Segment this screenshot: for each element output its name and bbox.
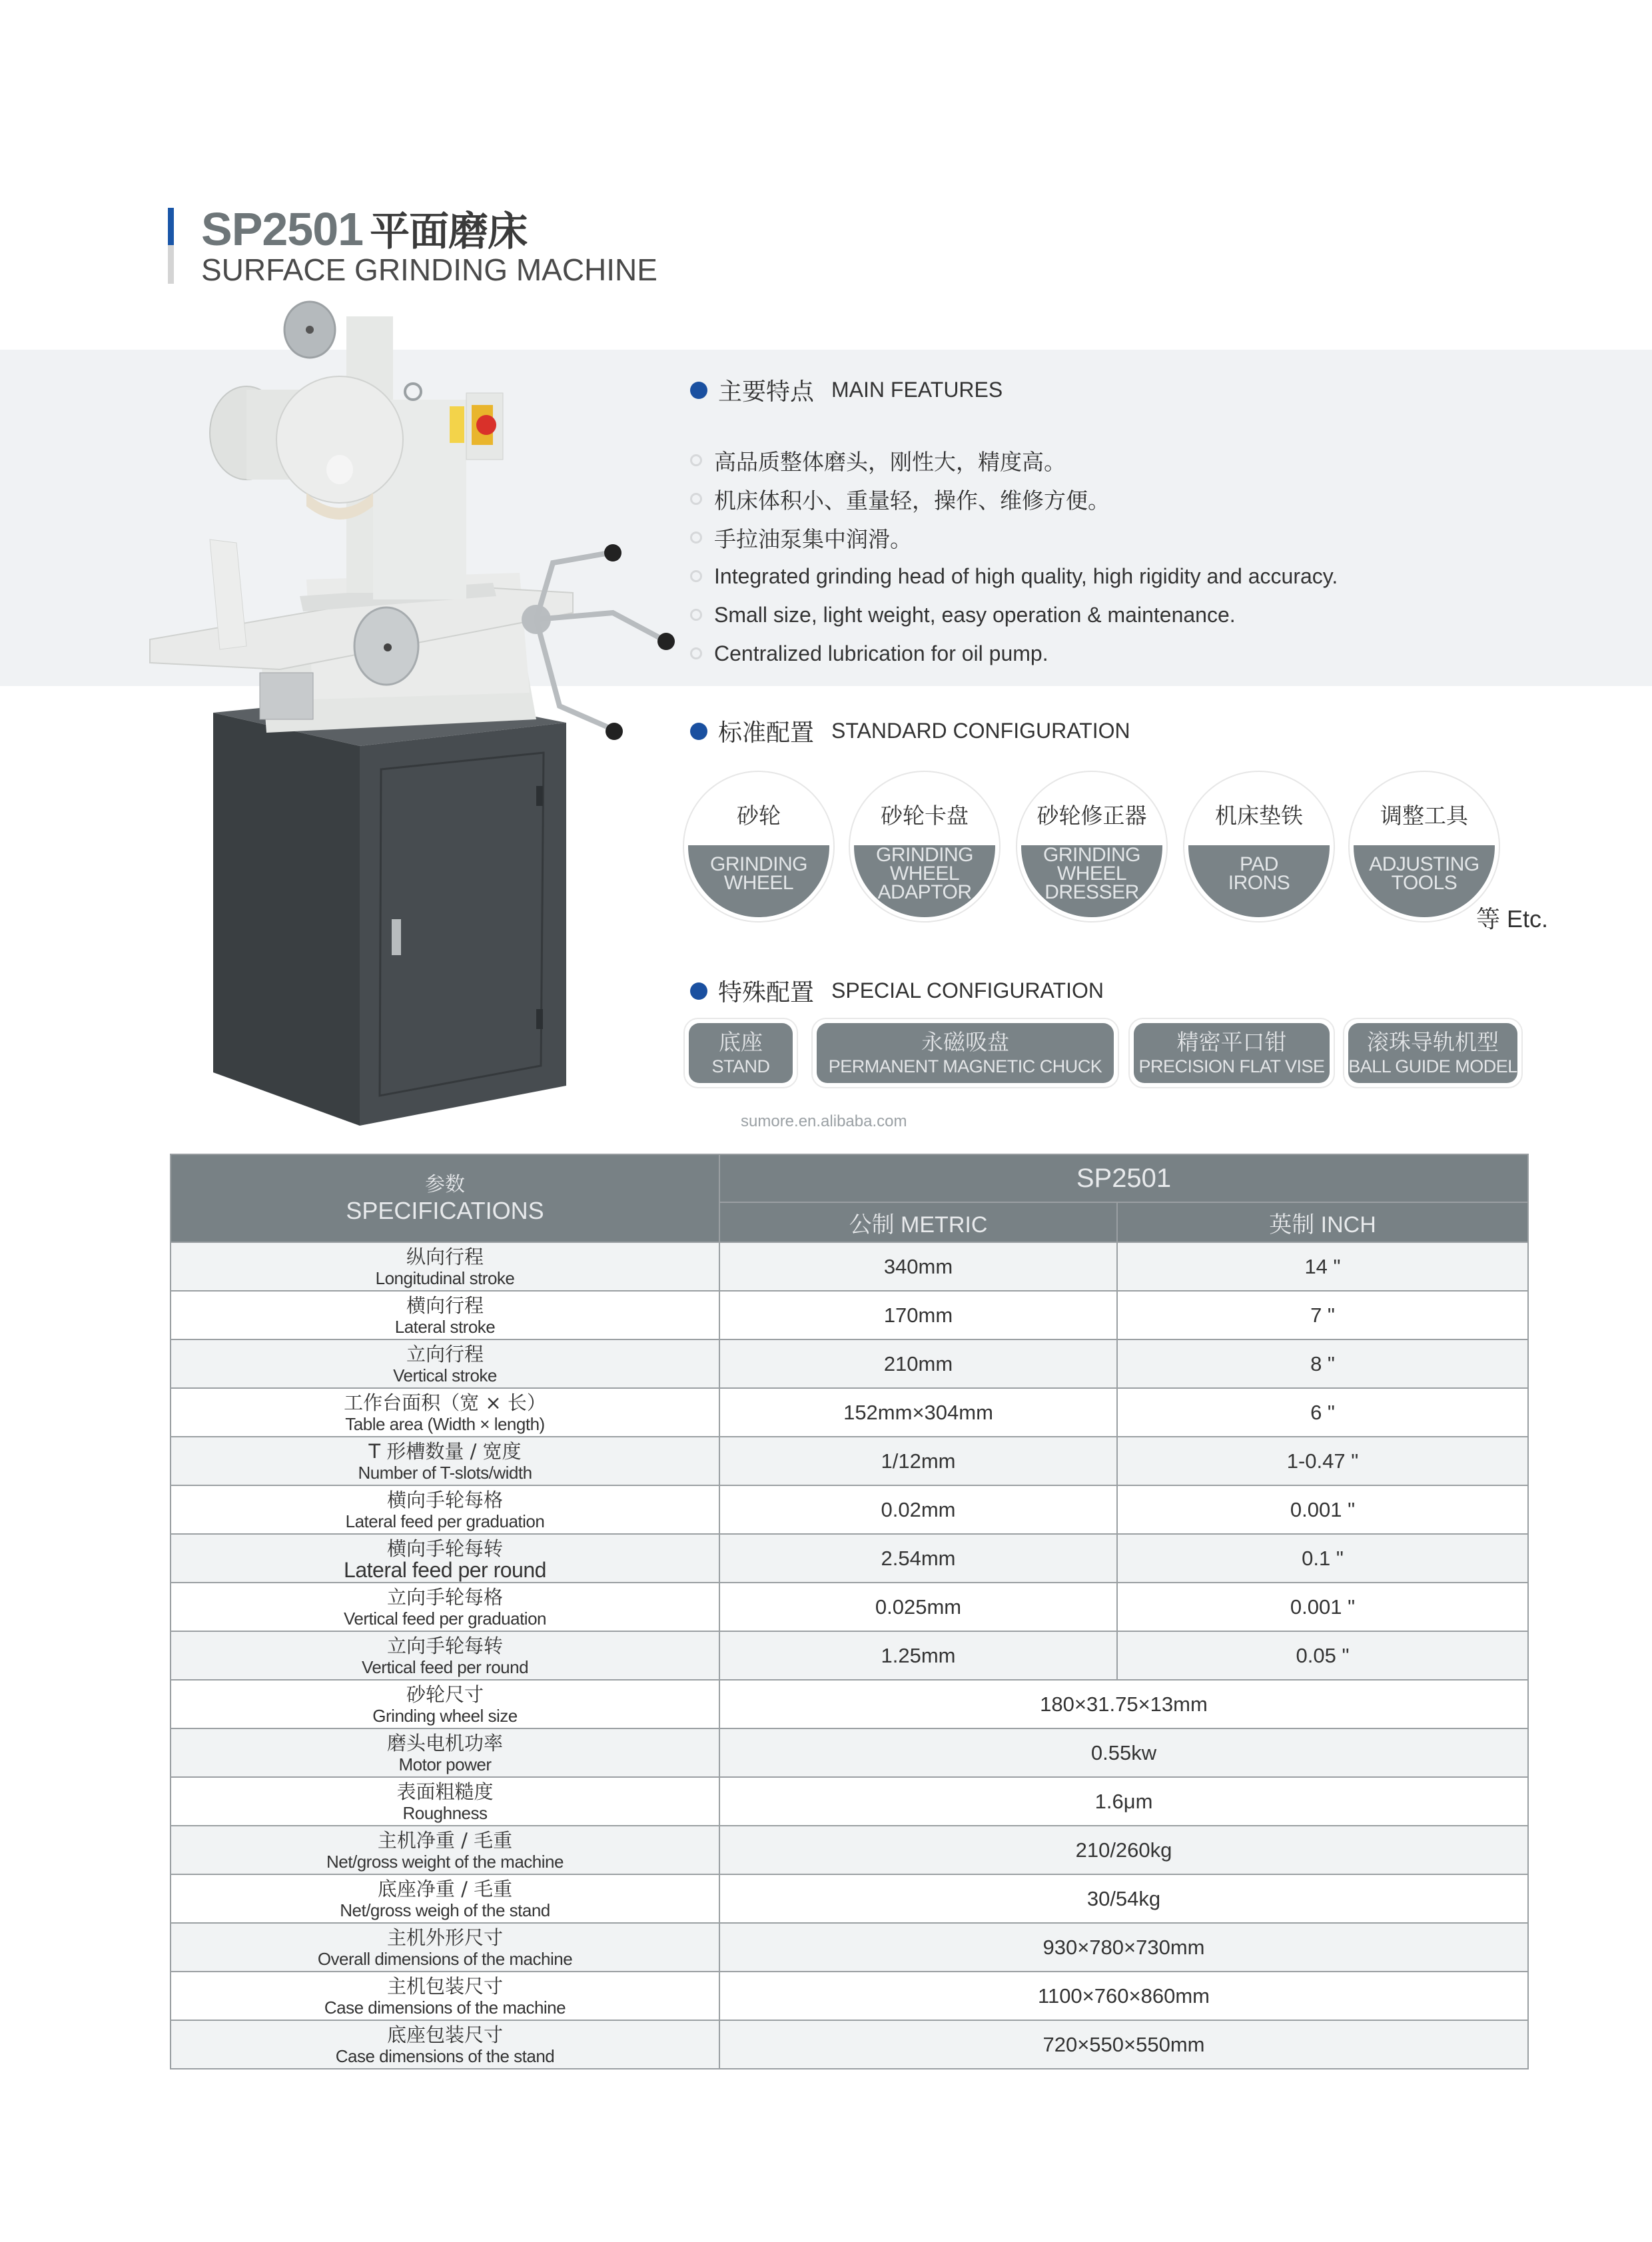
row-label-en: Net/gross weight of the machine (326, 1851, 564, 1872)
inch-value: 7 " (1117, 1291, 1528, 1339)
row-label-cn: 主机包装尺寸 (386, 1974, 503, 1998)
row-label-cn: 砂轮尺寸 (406, 1682, 484, 1706)
special-config-ball-guide (1343, 1018, 1523, 1088)
ring-bullet-icon (690, 570, 702, 582)
heading-cn: 特殊配置 (718, 979, 815, 1006)
special-config-magnetic-chuck (811, 1018, 1119, 1088)
inch-value: 1-0.47 " (1117, 1437, 1528, 1485)
row-label-en: Lateral feed per round (344, 1557, 546, 1582)
config-en: ADAPTOR (877, 881, 972, 903)
config-cn: 机床垫铁 (1215, 803, 1303, 829)
table-row (171, 1485, 1528, 1534)
title-accent-bar-gray (168, 245, 174, 284)
table-row (171, 1583, 1528, 1631)
page-title (201, 200, 527, 257)
table-row (171, 1388, 1528, 1437)
row-label-cn: 立向手轮每格 (386, 1585, 503, 1609)
config-en: BALL GUIDE MODEL (1348, 1056, 1517, 1076)
metric-value: 170mm (719, 1291, 1117, 1339)
spec-table (170, 1154, 1529, 2069)
merged-value: 0.55kw (719, 1728, 1528, 1777)
table-row (171, 1437, 1528, 1485)
row-label-en: Vertical feed per graduation (344, 1608, 546, 1629)
ring-bullet-icon (690, 609, 702, 621)
feature-text: Small size, light weight, easy operation & maintenance. (714, 602, 1236, 627)
row-label-cn: 主机外形尺寸 (386, 1926, 503, 1949)
ring-bullet-icon (690, 647, 702, 659)
heading-en: MAIN FEATURES (831, 378, 1003, 402)
merged-value: 1100×760×860mm (719, 1972, 1528, 2020)
table-row (171, 2020, 1528, 2069)
ring-bullet-icon (690, 493, 702, 505)
feature-item (690, 557, 1338, 595)
special-config-heading (690, 974, 1104, 1008)
standard-config-heading (690, 714, 1130, 748)
row-label-en: Number of T-slots/width (358, 1462, 532, 1483)
feature-item (690, 480, 1338, 518)
inch-value: 0.001 " (1117, 1485, 1528, 1534)
row-label-cn: 磨头电机功率 (386, 1731, 503, 1754)
std-config-wheel-adaptor (849, 771, 1001, 923)
bullet-dot-icon (690, 723, 707, 740)
row-label-en: Case dimensions of the machine (324, 1997, 566, 2018)
feature-text: 机床体积小、重量轻，操作、维修方便。 (714, 487, 1110, 514)
config-en: TOOLS (1391, 872, 1457, 894)
header-metric: 公制 METRIC (719, 1202, 1117, 1242)
row-label-cn: 纵向行程 (406, 1245, 484, 1268)
merged-value: 720×550×550mm (719, 2020, 1528, 2069)
ring-bullet-icon (690, 532, 702, 544)
config-en: PAD (1240, 853, 1278, 875)
feature-item (690, 595, 1338, 634)
metric-value: 1/12mm (719, 1437, 1117, 1485)
config-cn: 砂轮 (737, 803, 781, 829)
page-subtitle: SURFACE GRINDING MACHINE (201, 252, 657, 287)
feature-text: 高品质整体磨头，刚性大，精度高。 (714, 448, 1066, 475)
std-config-grinding-wheel (683, 771, 835, 923)
config-en: PRECISION FLAT VISE (1138, 1056, 1325, 1076)
etc-label: 等 Etc. (1476, 905, 1549, 933)
row-label-en: Motor power (398, 1754, 492, 1774)
special-config-flat-vise (1128, 1018, 1335, 1088)
inch-value: 6 " (1117, 1388, 1528, 1437)
config-cn: 砂轮卡盘 (881, 803, 969, 829)
header-inch: 英制 INCH (1117, 1202, 1528, 1242)
config-en: GRINDING (1043, 844, 1140, 866)
metric-value: 340mm (719, 1242, 1117, 1291)
inch-value: 14 " (1117, 1242, 1528, 1291)
row-label-en: Lateral feed per graduation (345, 1511, 545, 1531)
table-row (171, 1242, 1528, 1291)
std-config-wheel-dresser (1016, 771, 1168, 923)
table-row (171, 1291, 1528, 1339)
door-latch (392, 919, 401, 955)
header-specifications (171, 1154, 719, 1242)
header-model: SP2501 (719, 1154, 1528, 1202)
row-label-en: Vertical stroke (393, 1365, 497, 1385)
heading-cn: 主要特点 (718, 378, 815, 406)
ring-bullet-icon (690, 454, 702, 466)
watermark: sumore.en.alibaba.com (741, 1112, 907, 1130)
table-row (171, 1339, 1528, 1388)
table-row (171, 1631, 1528, 1680)
inch-value: 0.05 " (1117, 1631, 1528, 1680)
feature-text: Centralized lubrication for oil pump. (714, 641, 1048, 665)
feature-item (690, 518, 1338, 557)
config-cn: 滚珠导轨机型 (1367, 1029, 1499, 1055)
row-label-cn: 工作台面积（宽 × 长） (344, 1391, 546, 1414)
row-label-cn: 横向手轮每转 (386, 1537, 503, 1560)
special-config-stand (683, 1018, 798, 1088)
table-row (171, 1826, 1528, 1874)
config-en: DRESSER (1044, 881, 1139, 903)
config-en: STAND (711, 1056, 770, 1076)
config-en: WHEEL (1056, 863, 1127, 885)
row-label-en: Net/gross weigh of the stand (340, 1900, 550, 1920)
config-en: GRINDING (876, 844, 973, 866)
config-cn: 底座 (719, 1029, 763, 1055)
merged-value: 180×31.75×13mm (719, 1680, 1528, 1728)
merged-value: 210/260kg (719, 1826, 1528, 1874)
row-label-cn: 底座包装尺寸 (386, 2023, 503, 2046)
table-row (171, 1923, 1528, 1972)
row-label-en: Grinding wheel size (372, 1705, 518, 1726)
config-en: PERMANENT MAGNETIC CHUCK (828, 1056, 1102, 1076)
merged-value: 30/54kg (719, 1874, 1528, 1923)
inch-value: 8 " (1117, 1339, 1528, 1388)
bullet-dot-icon (690, 982, 707, 1000)
metric-value: 210mm (719, 1339, 1117, 1388)
heading-en: STANDARD CONFIGURATION (831, 719, 1130, 743)
config-cn: 调整工具 (1380, 803, 1468, 829)
metric-value: 152mm×304mm (719, 1388, 1117, 1437)
row-label-cn: T 形槽数量 / 宽度 (368, 1439, 522, 1463)
metric-value: 1.25mm (719, 1631, 1117, 1680)
row-label-cn: 主机净重 / 毛重 (377, 1828, 513, 1852)
bullet-dot-icon (690, 382, 707, 399)
row-label-en: Vertical feed per round (361, 1657, 529, 1677)
metric-value: 0.025mm (719, 1583, 1117, 1631)
title-cn: 平面磨床 (370, 208, 528, 255)
config-en: WHEEL (723, 872, 794, 894)
row-label-cn: 底座净重 / 毛重 (377, 1877, 513, 1900)
table-row (171, 1874, 1528, 1923)
row-label-en: Longitudinal stroke (375, 1268, 515, 1288)
heading-cn: 标准配置 (718, 719, 815, 747)
config-en: IRONS (1228, 872, 1290, 894)
table-row (171, 1728, 1528, 1777)
row-label-cn: 立向手轮每转 (386, 1634, 503, 1657)
machine-image (147, 293, 706, 1132)
row-label-cn: 表面粗糙度 (396, 1780, 494, 1803)
feature-text: 手拉油泵集中润滑。 (714, 526, 912, 552)
config-cn: 永磁吸盘 (921, 1029, 1009, 1055)
table-row (171, 1680, 1528, 1728)
config-en: ADJUSTING (1369, 853, 1479, 875)
header-cn: 参数 (425, 1173, 465, 1196)
row-label-cn: 横向行程 (406, 1294, 484, 1317)
std-config-pad-irons (1183, 771, 1335, 923)
config-cn: 砂轮修正器 (1036, 803, 1147, 829)
feature-item (690, 634, 1338, 673)
config-en: WHEEL (889, 863, 960, 885)
row-label-en: Overall dimensions of the machine (317, 1948, 573, 1969)
row-label-en: Roughness (402, 1802, 488, 1823)
heading-en: SPECIAL CONFIGURATION (831, 978, 1104, 1002)
feature-item (690, 441, 1338, 480)
merged-value: 930×780×730mm (719, 1923, 1528, 1972)
main-features-heading (690, 373, 1003, 407)
main-features-list (690, 441, 1338, 673)
metric-value: 0.02mm (719, 1485, 1117, 1534)
header-en: SPECIFICATIONS (346, 1197, 544, 1224)
config-cn: 精密平口钳 (1176, 1029, 1287, 1055)
row-label-en: Case dimensions of the stand (335, 2046, 555, 2066)
table-row (171, 1534, 1528, 1583)
row-label-cn: 立向行程 (406, 1342, 484, 1365)
table-row (171, 1777, 1528, 1826)
row-label-cn: 横向手轮每格 (386, 1488, 503, 1511)
title-accent-bar (168, 208, 174, 245)
feature-text: Integrated grinding head of high quality, high rigidity and accuracy. (714, 563, 1338, 588)
config-en: GRINDING (710, 853, 807, 875)
row-label-en: Lateral stroke (394, 1316, 496, 1337)
inch-value: 0.001 " (1117, 1583, 1528, 1631)
inch-value: 0.1 " (1117, 1534, 1528, 1583)
row-label-en: Table area (Width × length) (345, 1413, 545, 1434)
merged-value: 1.6μm (719, 1777, 1528, 1826)
std-config-adjusting-tools (1348, 771, 1500, 923)
table-row (171, 1972, 1528, 2020)
model-number: SP2501 (201, 203, 364, 255)
metric-value: 2.54mm (719, 1534, 1117, 1583)
